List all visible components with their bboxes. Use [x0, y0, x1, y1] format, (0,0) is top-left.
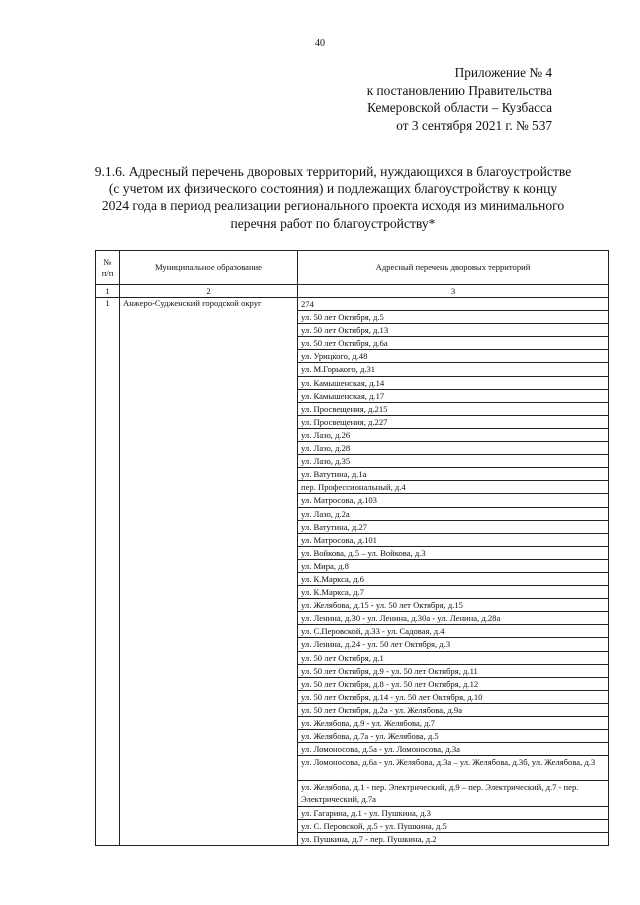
table-row: [96, 298, 609, 846]
address-entry: ул. 50 лет Октября, д.13: [298, 324, 608, 337]
address-entry: ул. 50 лет Октября, д.1: [298, 652, 608, 665]
row-number: 1: [96, 298, 120, 846]
address-entry: ул. Мира, д.8: [298, 560, 608, 573]
address-entry: ул. 50 лет Октября, д.8 - ул. 50 лет Октября, д.12: [298, 678, 608, 691]
address-entry: ул. Ленина, д.30 - ул. Ленина, д.30а - ул. Ленина, д.28а: [298, 612, 608, 625]
appendix-line-2: к постановлению Правительства: [366, 82, 552, 98]
header-municipality: Муниципальное образование: [120, 251, 298, 285]
address-entry: ул. С. Перовской, д.5 - ул. Пушкина, д.5: [298, 820, 608, 833]
address-entry: ул. 50 лет Октября, д.5: [298, 311, 608, 324]
address-entry: ул. Войкова, д.5 – ул. Войкова, д.3: [298, 547, 608, 560]
address-entry: ул. Ломоносова, д.6а - ул. Желябова, д.3а – ул. Желябова, д.3б, ул. Желябова, д.3: [298, 756, 608, 781]
address-entry: ул. 50 лет Октября, д.6а: [298, 337, 608, 350]
address-entry: пер. Профессиональный, д.4: [298, 481, 608, 494]
appendix-line-1: Приложение № 4: [454, 65, 552, 80]
address-entry: ул. Желябова, д.15 - ул. 50 лет Октября, д.15: [298, 599, 608, 612]
address-entry: ул. Урицкого, д.48: [298, 350, 608, 363]
address-entry: ул. Лазо, д.26: [298, 429, 608, 442]
address-entry: ул. Желябова, д.7а - ул. Желябова, д.5: [298, 730, 608, 743]
address-entry: ул. Камышенская, д.17: [298, 390, 608, 403]
appendix-line-3: Кемеровской области – Кузбасса: [367, 100, 552, 115]
col-number-2: 2: [120, 285, 298, 298]
address-entry: ул. 50 лет Октября, д.9 - ул. 50 лет Октября, д.11: [298, 665, 608, 678]
address-entry: ул. Лазо, д.28: [298, 442, 608, 455]
col-number-1: 1: [96, 285, 120, 298]
address-entry: ул. Желябова, д.1 - пер. Электрический, д.9 – пер. Электрический, д.7 - пер. Электрический, д.7а: [298, 781, 608, 806]
address-entry: ул. К.Маркса, д.7: [298, 586, 608, 599]
municipality-name: Анжеро-Судженский городской округ: [120, 298, 298, 846]
address-entry: ул. Гагарина, д.1 - ул. Пушкина, д.3: [298, 807, 608, 820]
col-number-3: 3: [298, 285, 609, 298]
address-entry: ул. Желябова, д.9 - ул. Желябова, д.7: [298, 717, 608, 730]
address-entry: ул. Пушкина, д.7 - пер. Пушкина, д.2: [301, 833, 437, 844]
address-table: [95, 250, 609, 846]
address-entry: ул. Матросова, д.103: [298, 494, 608, 507]
header-addresses: Адресный перечень дворовых территорий: [298, 251, 609, 285]
address-entry: ул. К.Маркса, д.6: [298, 573, 608, 586]
address-entry: ул. Ленина, д.24 - ул. 50 лет Октября, д.3: [298, 638, 608, 651]
address-entry: ул. 50 лет Октября, д.2а - ул. Желябова, д.9а: [298, 704, 608, 717]
appendix-header: [367, 64, 552, 134]
address-entry: ул. С.Перовской, д.33 - ул. Садовая, д.4: [298, 625, 608, 638]
address-entry: ул. Ломоносова, д.5а - ул. Ломоносова, д.3а: [298, 743, 608, 756]
address-entry: ул. М.Горького, д.31: [298, 363, 608, 376]
address-entry: 274: [298, 298, 608, 311]
address-list: [298, 298, 609, 846]
header-number: № п/п: [96, 251, 120, 285]
address-entry: ул. Просвещения, д.215: [298, 403, 608, 416]
column-number-row: [96, 285, 609, 298]
document-heading: 9.1.6. Адресный перечень дворовых территорий, нуждающихся в благоустройстве (с учетом их физического состояния) и подлежащих благоустройству к концу 2024 года в период реализации регионального проекта исходя из минимального перечня работ по благоустройству*: [94, 164, 572, 231]
address-entry: ул. Лазо, д.35: [298, 455, 608, 468]
address-entry: ул. Камышенская, д.14: [298, 377, 608, 390]
page-number: 40: [315, 38, 325, 49]
table-header-row: [96, 251, 609, 285]
address-entry: ул. Просвещения, д.227: [298, 416, 608, 429]
address-entry: ул. Матросова, д.101: [298, 534, 608, 547]
address-entry: ул. Ватутина, д.27: [298, 521, 608, 534]
address-entry: ул. Лазо, д.2а: [298, 508, 608, 521]
address-entry: ул. Ватутина, д.1а: [298, 468, 608, 481]
appendix-line-4: от 3 сентября 2021 г. № 537: [396, 117, 552, 133]
address-entry: ул. 50 лет Октября, д.14 - ул. 50 лет Октября, д.10: [298, 691, 608, 704]
